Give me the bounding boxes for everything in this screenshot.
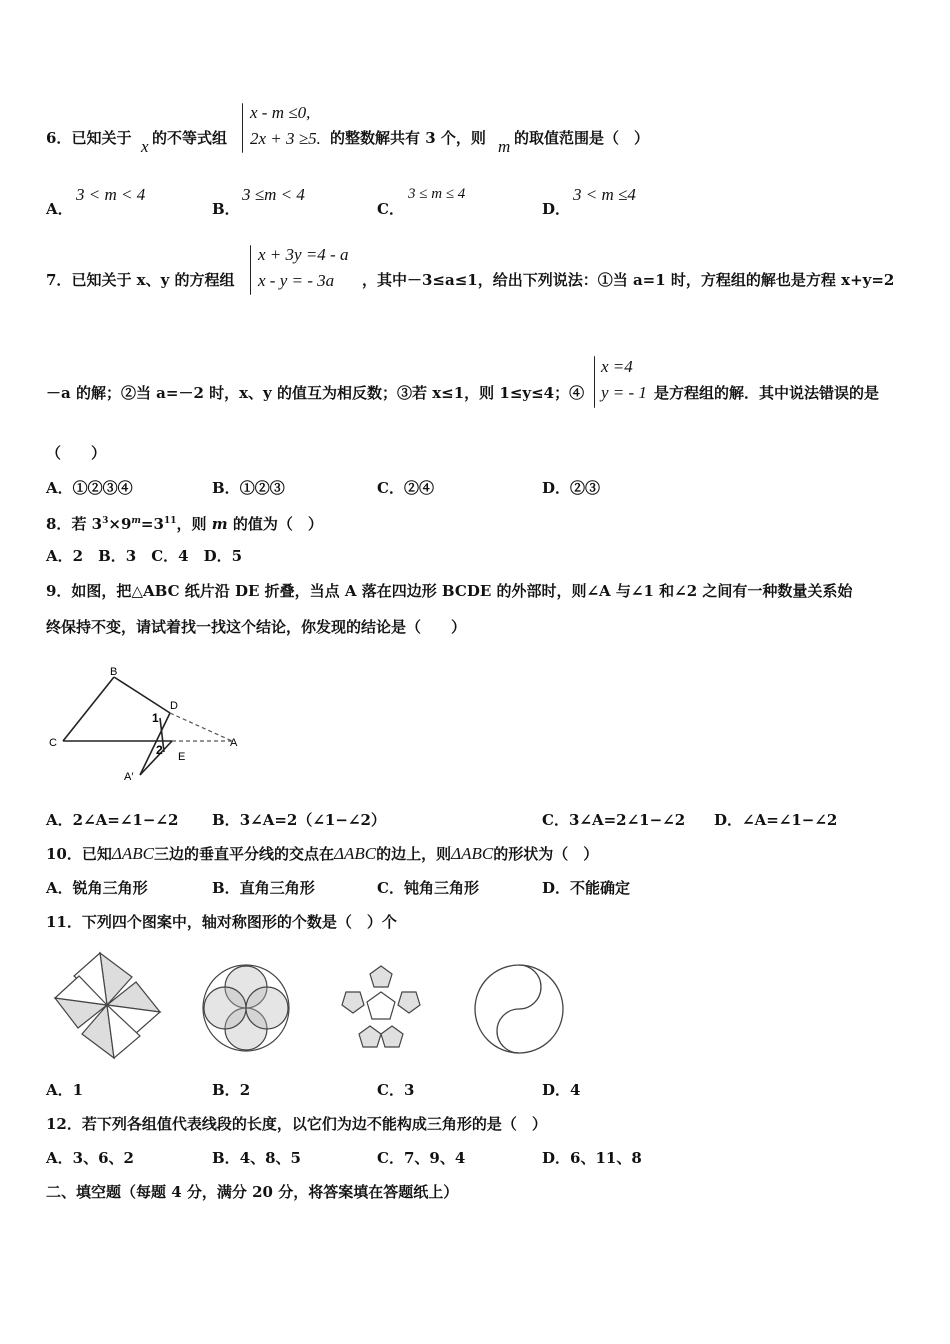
option-b[interactable]: 直角三角形 <box>239 879 315 897</box>
label-1: 1 <box>152 711 159 725</box>
question-text: 11．下列四个图案中，轴对称图形的个数是（ ）个 <box>46 913 397 931</box>
option-label[interactable]: C． <box>377 200 404 218</box>
section-heading: 二、填空题（每题 4 分，满分 20 分，将答案填在答题纸上） <box>46 1183 459 1201</box>
option-label[interactable]: D． <box>542 200 571 218</box>
question-number: 10． <box>46 845 82 863</box>
variable-m: m <box>498 137 511 156</box>
question-number: 6． <box>46 129 72 147</box>
solution-system: x =4 y = - 1 <box>601 357 647 402</box>
label-2: 2 <box>156 743 163 757</box>
option-c[interactable]: 钝角三角形 <box>403 879 479 897</box>
option-d[interactable]: 3 < m ≤4 <box>573 185 636 204</box>
option-d[interactable]: 不能确定 <box>570 879 631 897</box>
option-a[interactable]: 锐角三角形 <box>72 879 148 897</box>
label-A-prime: A′ <box>124 771 134 783</box>
pentagons-figure <box>336 962 426 1052</box>
option-a[interactable]: 1 <box>72 1081 84 1099</box>
brace <box>242 103 243 153</box>
option-d[interactable]: ∠A=∠1−∠2 <box>742 811 838 829</box>
question-text: 的取值范围是（ ） <box>514 129 650 147</box>
option-b[interactable]: 3∠A=2（∠1−∠2） <box>239 811 386 829</box>
option-b[interactable]: 2 <box>239 1081 251 1099</box>
option-c[interactable]: 3 <box>403 1081 415 1099</box>
question-text: －a 的解；②当 a=－2 时，x、y 的值互为相反数；③若 x≤1，则 1≤y≤4；④ <box>46 384 585 402</box>
option-d[interactable]: 4 <box>570 1081 581 1099</box>
variable-x: x <box>141 137 149 156</box>
options-row[interactable]: A．2 B．3 C．4 D．5 <box>46 547 243 565</box>
option-b[interactable]: ①②③ <box>239 479 285 497</box>
equation-system: x + 3y =4 - a x - y = - 3a <box>258 245 349 290</box>
brace <box>250 245 251 295</box>
question-text: 终保持不变，请试着找一找这个结论，你发现的结论是（ ） <box>46 618 467 636</box>
option-label[interactable]: A． <box>46 200 73 218</box>
label-B: B <box>110 666 118 678</box>
inequality-system: x - m ≤0, 2x + 3 ≥5. <box>250 103 321 148</box>
option-b[interactable]: 4、8、5 <box>239 1149 301 1167</box>
option-c[interactable]: 3 ≤ m ≤ 4 <box>408 186 466 202</box>
question-text: 的不等式组 <box>152 129 228 147</box>
answer-paren: （ ） <box>46 444 107 462</box>
question-text: 是方程组的解．其中说法错误的是 <box>654 384 880 402</box>
option-b[interactable]: 3 ≤m < 4 <box>242 185 305 204</box>
label-A: A <box>230 737 238 749</box>
question-number: 8． <box>46 515 72 533</box>
question-text: 的整数解共有 3 个，则 <box>330 129 486 147</box>
label-E: E <box>178 751 186 763</box>
option-d[interactable]: ②③ <box>570 479 601 497</box>
option-label[interactable]: B． <box>212 200 240 218</box>
question-text: 9．如图，把△ABC 纸片沿 DE 折叠，当点 A 落在四边形 BCDE 的外部时，则∠A 与∠1 和∠2 之间有一种数量关系始 <box>46 582 853 600</box>
option-c[interactable]: 3∠A=2∠1−∠2 <box>568 811 686 829</box>
question-text: 12．若下列各组值代表线段的长度，以它们为边不能构成三角形的是（ ） <box>46 1115 547 1133</box>
label-D: D <box>170 700 178 712</box>
option-c[interactable]: 7、9、4 <box>403 1149 466 1167</box>
fold-triangle-figure <box>40 662 250 792</box>
option-a[interactable]: 2∠A=∠1−∠2 <box>72 811 179 829</box>
question-text: ，其中－3≤a≤1，给出下列说法：①当 a=1 时，方程组的解也是方程 x+y=2 <box>362 271 895 289</box>
question-number: 7． <box>46 271 72 289</box>
option-a[interactable]: ①②③④ <box>72 479 133 497</box>
pinwheel-figure <box>52 950 162 1060</box>
brace <box>594 356 595 408</box>
option-a[interactable]: 3 < m < 4 <box>76 185 146 204</box>
label-C: C <box>49 737 57 749</box>
option-d[interactable]: 6、11、8 <box>570 1149 642 1167</box>
circles-flower-figure <box>198 963 294 1053</box>
option-c[interactable]: ②④ <box>403 479 434 497</box>
option-a[interactable]: 3、6、2 <box>72 1149 134 1167</box>
s-curve-circle-figure <box>472 962 566 1056</box>
